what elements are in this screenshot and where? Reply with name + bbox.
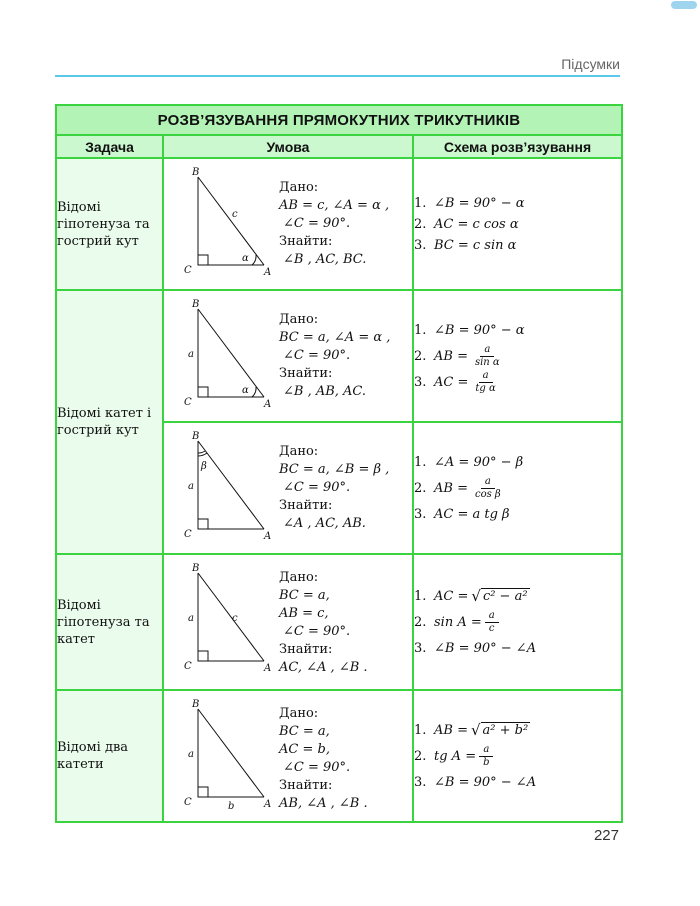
condition-cell: [163, 422, 413, 554]
find-line: ∠B , AC, BC.: [283, 252, 367, 267]
task-cell: Відомі два катети: [56, 690, 163, 822]
given-block: [279, 179, 389, 269]
given-line: BC = a, ∠B = β ,: [279, 462, 390, 477]
given-block: [279, 569, 368, 677]
step-1: 1. AB = √ a² + b²: [414, 721, 529, 739]
page-number: 227: [593, 827, 619, 844]
col-header-scheme: Схема розв’язування: [413, 135, 622, 158]
fraction: $\frac{a}{\text{cos β}}$: [474, 475, 501, 500]
scheme-cell: [413, 158, 622, 290]
vertex-a-label: A: [264, 799, 272, 810]
task-cell: Відомі гіпотенуза та катет: [56, 554, 163, 690]
fraction: $\frac{a}{b}$: [479, 744, 493, 769]
given-line: BC = a,: [279, 724, 330, 739]
scheme-cell: [413, 554, 622, 690]
step-3: 3. ∠B = 90° − ∠A: [414, 774, 537, 790]
corner-logo: [671, 1, 697, 9]
condition-cell: [163, 554, 413, 690]
side-c-label: c: [232, 613, 238, 624]
task-cell: Відомі гіпотенуза та гострий кут: [56, 158, 163, 290]
find-line: ∠B , AB, AC.: [283, 384, 367, 399]
step-1: 1. ∠B = 90° − α: [414, 322, 525, 338]
triangle-figure: [170, 297, 270, 415]
step-2: 2. tg A = $\frac{a}{b}$: [414, 743, 621, 769]
side-a-label: a: [188, 749, 194, 760]
vertex-c-label: C: [184, 661, 192, 672]
step-3: 3. AC = a tg β: [414, 506, 510, 522]
find-heading: Знайти:: [279, 234, 333, 249]
triangle-figure: [170, 561, 270, 679]
vertex-b-label: B: [192, 563, 200, 574]
vertex-b-label: B: [192, 431, 200, 442]
find-heading: Знайти:: [279, 778, 333, 793]
step-2: 2. AC = c cos α: [414, 216, 519, 232]
given-heading: Дано:: [279, 312, 319, 327]
fraction: $\frac{a}{\text{sin α}}$: [474, 343, 500, 368]
given-heading: Дано:: [279, 444, 319, 459]
given-line: ∠C = 90°.: [283, 348, 351, 363]
triangle-figure: [170, 429, 270, 547]
step-3: 3. ∠B = 90° − ∠A: [414, 640, 537, 656]
vertex-b-label: B: [192, 699, 200, 710]
step-2: 2. AB = $\frac{a}{\text{sin α}}$: [414, 343, 621, 369]
given-line: ∠C = 90°.: [283, 624, 351, 639]
col-header-condition: Умова: [163, 135, 413, 158]
given-heading: Дано:: [279, 180, 319, 195]
task-cell: Відомі катет і гострий кут: [56, 290, 163, 554]
given-line: ∠C = 90°.: [283, 760, 351, 775]
col-header-task: Задача: [56, 135, 163, 158]
side-c-label: c: [232, 209, 238, 220]
condition-cell: [163, 690, 413, 822]
table-row: [56, 554, 622, 690]
header-rule: [55, 75, 620, 77]
step-1: 1. AC = √ c² − a²: [414, 587, 528, 605]
vertex-a-label: A: [264, 531, 272, 542]
side-a-label: a: [188, 481, 194, 492]
angle-label: α: [242, 385, 249, 396]
given-line: ∠C = 90°.: [283, 216, 351, 231]
find-line: ∠A , AC, AB.: [283, 516, 366, 531]
vertex-c-label: C: [184, 529, 192, 540]
find-line: AB, ∠A , ∠B .: [279, 796, 368, 811]
vertex-a-label: A: [264, 663, 272, 674]
find-line: AC, ∠A , ∠B .: [279, 660, 368, 675]
table-title: РОЗВ’ЯЗУВАННЯ ПРЯМОКУТНИХ ТРИКУТНИКІВ: [56, 105, 622, 135]
given-line: AC = b,: [279, 742, 330, 757]
angle-label: α: [242, 253, 249, 264]
table-row: [56, 290, 622, 422]
sqrt-sign: √: [470, 721, 481, 739]
given-line: ∠C = 90°.: [283, 480, 351, 495]
step-2: 2. AB = $\frac{a}{\text{cos β}}$: [414, 475, 621, 501]
side-b-label: b: [228, 801, 235, 812]
vertex-c-label: C: [184, 397, 192, 408]
sqrt-sign: √: [471, 587, 481, 605]
scheme-cell: [413, 690, 622, 822]
fraction: $\frac{a}{c}$: [485, 610, 499, 635]
find-heading: Знайти:: [279, 498, 333, 513]
scheme-cell: [413, 422, 622, 554]
triangle-figure: [170, 697, 270, 815]
given-heading: Дано:: [279, 706, 319, 721]
vertex-c-label: C: [184, 797, 192, 808]
table-row: [56, 158, 622, 290]
step-1: 1. ∠A = 90° − β: [414, 454, 524, 470]
angle-label: β: [201, 461, 207, 472]
step-3: 3. AC = $\frac{a}{\text{tg α}}$: [414, 369, 621, 395]
triangle-figure: [170, 165, 270, 283]
find-heading: Знайти:: [279, 366, 333, 381]
given-block: [279, 705, 368, 813]
scheme-cell: [413, 290, 622, 422]
find-heading: Знайти:: [279, 642, 333, 657]
vertex-a-label: A: [264, 267, 272, 278]
given-block: [279, 311, 390, 401]
section-title: Підсумки: [561, 56, 620, 72]
step-3: 3. BC = c sin α: [414, 237, 517, 253]
given-line: BC = a, ∠A = α ,: [279, 330, 391, 345]
fraction: $\frac{a}{\text{tg α}}$: [475, 369, 496, 394]
vertex-b-label: B: [192, 167, 200, 178]
step-2: 2. sin A = $\frac{a}{c}$: [414, 609, 621, 635]
given-block: [279, 443, 389, 533]
summary-table: [55, 104, 623, 823]
side-a-label: a: [188, 349, 194, 360]
condition-cell: [163, 290, 413, 422]
vertex-c-label: C: [184, 265, 192, 276]
condition-cell: [163, 158, 413, 290]
vertex-b-label: B: [192, 299, 200, 310]
vertex-a-label: A: [264, 399, 272, 410]
side-a-label: a: [188, 613, 194, 624]
given-line: BC = a,: [279, 588, 330, 603]
given-line: AB = c, ∠A = α ,: [279, 198, 390, 213]
given-line: AB = c,: [279, 606, 329, 621]
step-1: 1. ∠B = 90° − α: [414, 195, 525, 211]
given-heading: Дано:: [279, 570, 319, 585]
table-row: [56, 690, 622, 822]
